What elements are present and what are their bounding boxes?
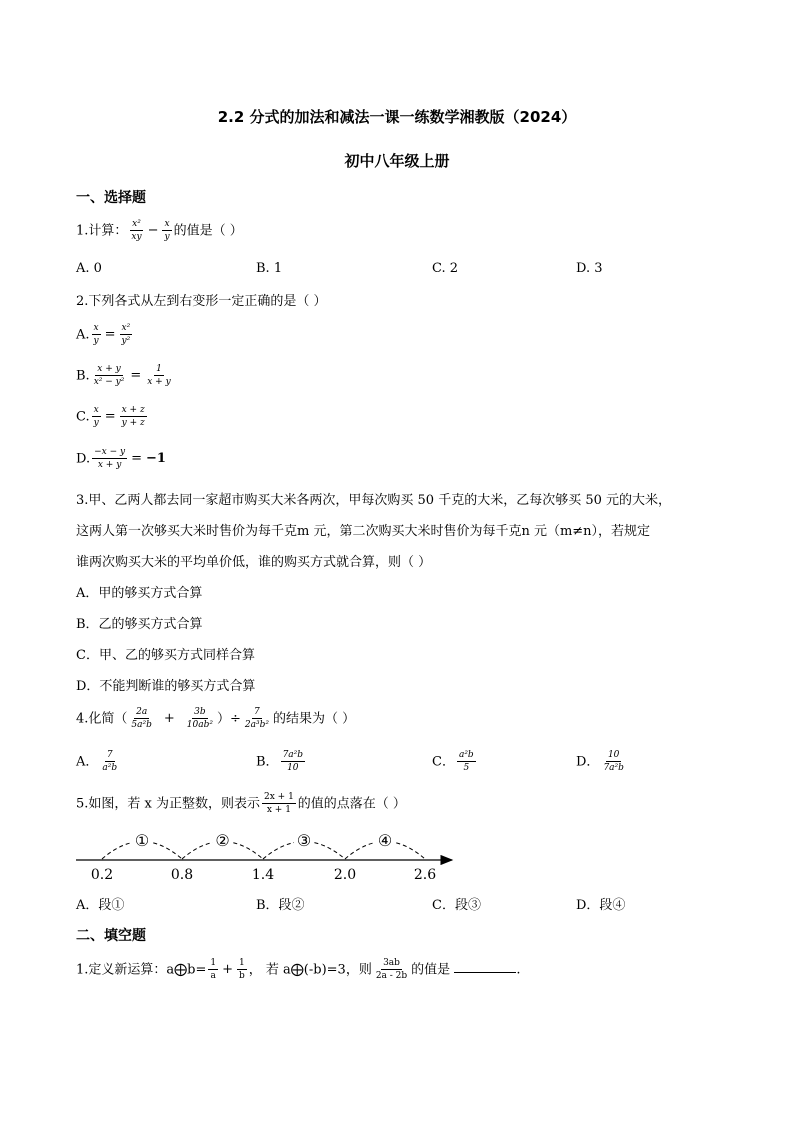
answer-blank[interactable] [454,960,516,973]
q1-option-a[interactable]: A. 0 [76,261,102,276]
q5-option-b[interactable]: B．段② [256,898,305,913]
q3-option-c[interactable]: C．甲、乙的够买方式同样合算 [76,648,255,663]
number-line-tick-label: 0.8 [170,867,194,883]
q2-option-b[interactable]: B. $\frac{x + y}{\text{x² − y²}}$ = $\frac{1}{x + y}$ [76,364,171,388]
section-heading-choice: 一、选择题 [76,190,146,206]
q1-option-d[interactable]: D. 3 [576,261,603,276]
number-line-tick-label: 0.2 [90,867,114,883]
q5-option-d[interactable]: D．段④ [576,898,626,913]
q1-fraction-2: $\frac{x}{y}$ [164,219,170,243]
q5-option-a[interactable]: A．段① [76,898,125,913]
q3-option-a[interactable]: A．甲的够买方式合算 [76,586,203,601]
q3-option-d[interactable]: D．不能判断谁的够买方式合算 [76,679,256,694]
q1-fraction-1: $\frac{\text{x²}}{xy}$ [131,219,142,243]
number-line-tick-label: 2.0 [333,867,357,883]
q4-option-a[interactable]: A． $\frac{7}{\text{a²b}}$ [76,750,118,774]
number-line-segment-label: ③ [296,831,312,850]
q2-option-c[interactable]: C. $\frac{x}{y}$ = $\frac{x + z}{y + z}$ [76,405,145,429]
q1-option-c[interactable]: C. 2 [432,261,459,276]
q2-option-a[interactable]: A. $\frac{x}{y}$ = $\frac{\text{x²}}{\text{y²}}$ [76,323,131,347]
question-1-prefix: 1.计算： [76,223,128,239]
q4-option-d[interactable]: D． $\frac{10}{\text{7a²b}}$ [576,750,624,774]
number-line-tick-label: 2.6 [413,867,437,883]
question-3-line-1: 3.甲、乙两人都去同一家超市购买大米各两次，甲每次购买 50 千克的大米，乙每次够买 50 元的大米， [76,493,672,508]
q1-option-b[interactable]: B. 1 [256,261,283,276]
q4-option-c[interactable]: C． $\frac{\text{a²b}}{5}$ [432,750,474,774]
page-subtitle: 初中八年级上册 [344,152,450,170]
number-line-segment-label: ② [215,831,230,850]
number-line-tick-label: 1.4 [251,867,275,883]
q3-option-b[interactable]: B．乙的够买方式合算 [76,617,203,632]
question-5: 5.如图，若 x 为正整数，则表示 $\frac{2x + 1}{x + 1}$ 的值的点落在（ ） [76,792,406,816]
q4-option-b[interactable]: B． $\frac{\text{7a²b}}{10}$ [256,750,304,774]
question-3-line-3: 谁两次购买大米的平均单价低，谁的购买方式就合算，则（ ） [76,555,432,570]
question-1-suffix: 的值是（ ） [173,223,243,239]
q5-option-c[interactable]: C．段③ [432,898,481,913]
number-line-segment-label: ① [134,831,150,850]
question-3-line-2: 这两人第一次够买大米时售价为每千克m 元，第二次购买大米时售价为每千克n 元（m≠n），若规定 [76,524,651,539]
q2-option-d[interactable]: D. $\frac{-x - y}{x + y}$ = −1 [76,447,166,471]
page-title: 2.2 分式的加法和减法一课一练数学湘教版（2024） [217,108,577,126]
number-line-segment-label: ④ [377,831,393,850]
question-4: 4.化简（ $\frac{2a}{\text{5a²b}}$ + $\frac{3b}{\text{10ab²}}$ ）÷ $\frac{7}{\text{2a³b²}}$ 的结果为（ ） [76,707,356,731]
section-heading-fill: 二、填空题 [76,928,146,944]
question-2-stem: 2.下列各式从左到右变形一定正确的是（ ） [76,294,327,309]
question-1: 1.计算： $\frac{\text{x²}}{xy}$ − $\frac{x}{y}$ 的值是（ ） [76,219,243,243]
number-line [70,822,470,884]
fill-question-1: 1.定义新运算：a⨁b= $\frac{1}{a}$ + $\frac{1}{b}$ ， 若 a⨁(-b)=3，则 $\frac{3ab}{2a - 2b}$ 的值是 . [76,958,521,982]
